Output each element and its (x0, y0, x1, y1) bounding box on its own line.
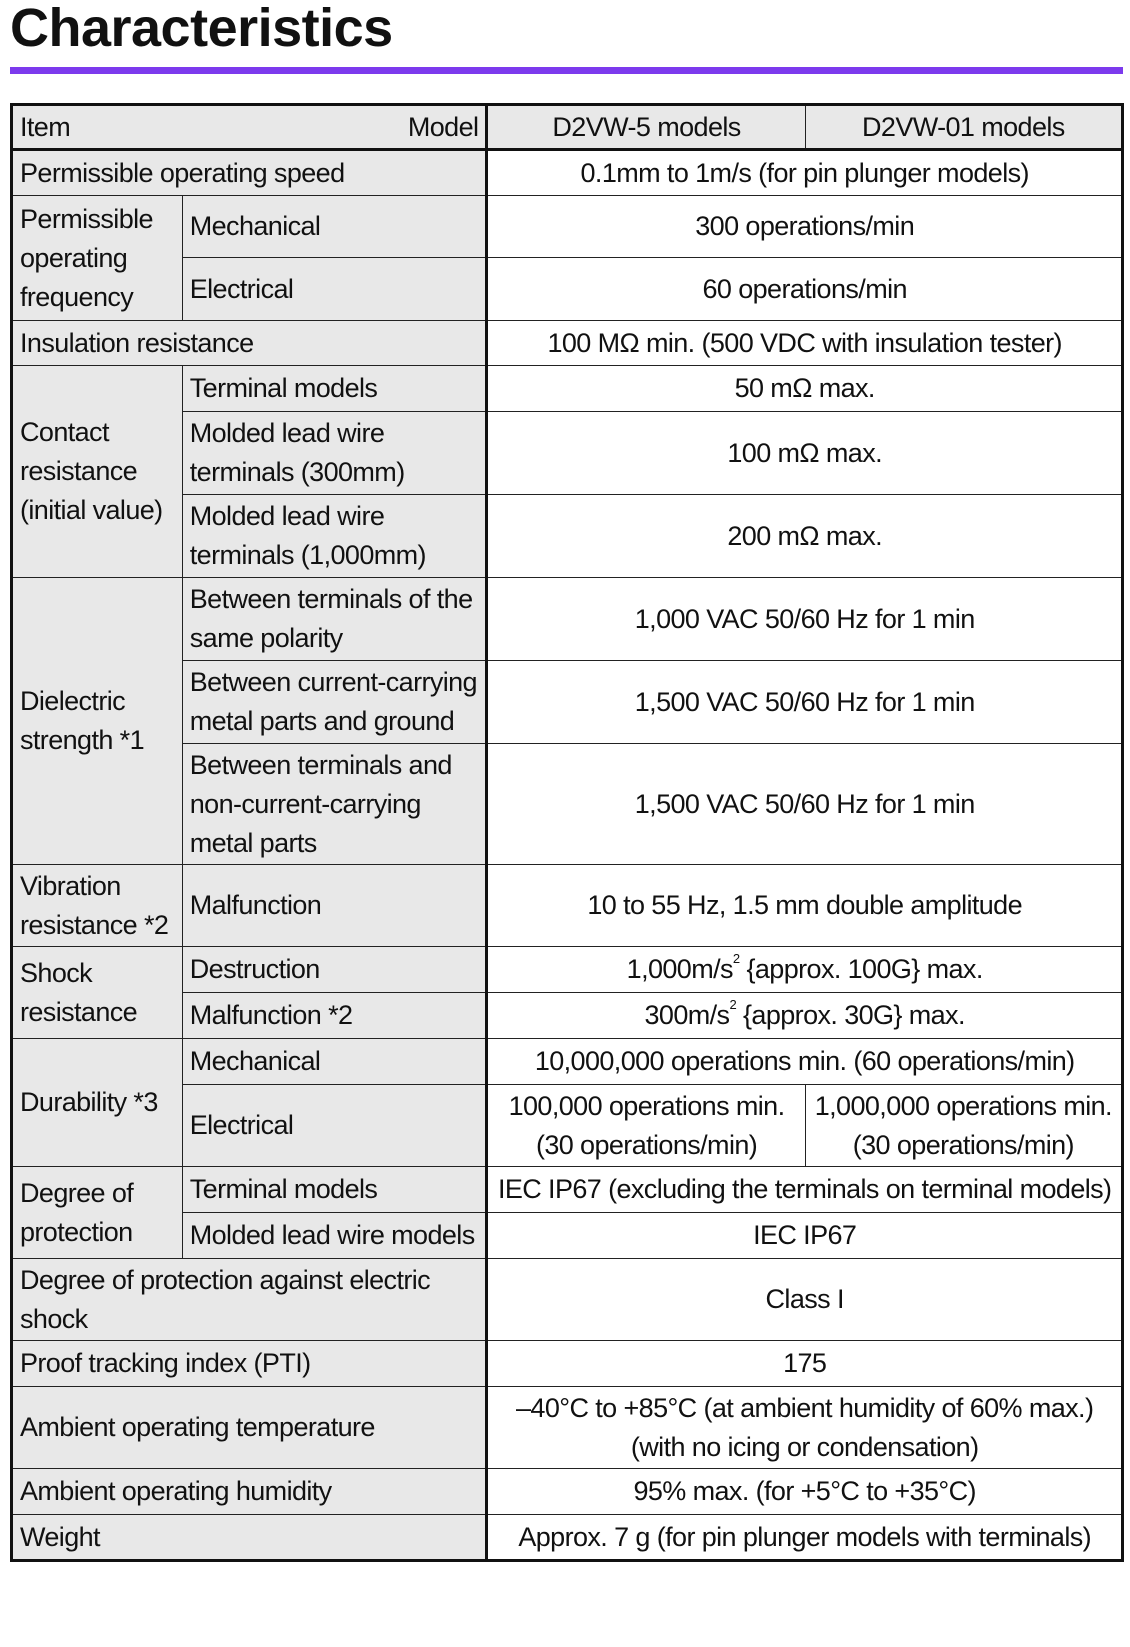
table-row (12, 947, 1123, 993)
row-value: 10,000,000 operations min. (60 operations/min) (487, 1039, 1123, 1085)
header-col-d2vw5: D2VW-5 models (487, 105, 805, 150)
header-model-label: Model (407, 111, 479, 142)
table-row (12, 1039, 1123, 1085)
row-value: 10 to 55 Hz, 1.5 mm double amplitude (487, 865, 1123, 947)
row-value: 300 operations/min (487, 196, 1123, 258)
table-row (12, 1341, 1123, 1387)
table-row (12, 366, 1123, 412)
table-row (12, 578, 1123, 661)
row-value: –40°C to +85°C (at ambient humidity of 60% max.) (with no icing or condensation) (487, 1387, 1123, 1469)
row-label: Contact resistance (initial value) (12, 366, 183, 578)
row-sublabel: Terminal models (182, 366, 487, 412)
row-value: 100 MΩ min. (500 VDC with insulation tester) (487, 321, 1123, 366)
row-sublabel: Molded lead wire terminals (1,000mm) (182, 495, 487, 578)
row-sublabel: Between current-carrying metal parts and ground (182, 661, 487, 744)
header-col-d2vw01: D2VW-01 models (805, 105, 1122, 150)
row-label: Degree of protection against electric shock (12, 1259, 487, 1341)
row-label: Ambient operating humidity (12, 1469, 487, 1515)
row-value: 95% max. (for +5°C to +35°C) (487, 1469, 1123, 1515)
row-sublabel: Mechanical (182, 196, 487, 258)
row-value: 100,000 operations min. (30 operations/min) (487, 1085, 805, 1167)
row-value: IEC IP67 (excluding the terminals on terminal models) (487, 1167, 1123, 1213)
row-sublabel: Molded lead wire models (182, 1213, 487, 1259)
row-value: 1,000 VAC 50/60 Hz for 1 min (487, 578, 1123, 661)
table-row (12, 321, 1123, 366)
row-sublabel: Terminal models (182, 1167, 487, 1213)
row-sublabel: Electrical (182, 1085, 487, 1167)
row-label: Permissible operating frequency (12, 196, 183, 321)
table-row (12, 865, 1123, 947)
row-value: Approx. 7 g (for pin plunger models with terminals) (487, 1515, 1123, 1561)
row-value: 100 mΩ max. (487, 412, 1123, 495)
row-label: Dielectric strength *1 (12, 578, 183, 865)
row-sublabel: Mechanical (182, 1039, 487, 1085)
row-label: Shock resistance (12, 947, 183, 1039)
table-row (12, 1469, 1123, 1515)
table-header-row (12, 105, 1123, 150)
table-row (12, 196, 1123, 258)
row-value: IEC IP67 (487, 1213, 1123, 1259)
page-title: Characteristics (10, 0, 393, 58)
row-label: Degree of protection (12, 1167, 183, 1259)
row-sublabel: Between terminals and non-current-carrying metal parts (182, 744, 487, 865)
row-label: Proof tracking index (PTI) (12, 1341, 487, 1387)
row-sublabel: Malfunction (182, 865, 487, 947)
row-value: $1,000m/s^2$ {approx. 100G} max. (487, 947, 1123, 993)
title-underline (10, 67, 1123, 74)
table-row (12, 1259, 1123, 1341)
row-label: Insulation resistance (12, 321, 487, 366)
row-value: Class I (487, 1259, 1123, 1341)
row-label: Vibration resistance *2 (12, 865, 183, 947)
header-item-model-cell (12, 105, 487, 150)
row-label: Durability *3 (12, 1039, 183, 1167)
row-value: 50 mΩ max. (487, 366, 1123, 412)
row-label: Weight (12, 1515, 487, 1561)
row-value: 1,500 VAC 50/60 Hz for 1 min (487, 744, 1123, 865)
table-row (12, 1167, 1123, 1213)
row-sublabel: Destruction (182, 947, 487, 993)
characteristics-table (10, 103, 1124, 1562)
row-value: 0.1mm to 1m/s (for pin plunger models) (487, 150, 1123, 196)
row-label: Permissible operating speed (12, 150, 487, 196)
row-value: 175 (487, 1341, 1123, 1387)
row-value: 1,500 VAC 50/60 Hz for 1 min (487, 661, 1123, 744)
row-sublabel: Malfunction *2 (182, 993, 487, 1039)
row-value: 60 operations/min (487, 258, 1123, 321)
row-sublabel: Electrical (182, 258, 487, 321)
row-sublabel: Molded lead wire terminals (300mm) (182, 412, 487, 495)
row-value: $300m/s^2$ {approx. 30G} max. (487, 993, 1123, 1039)
header-item-label: Item (20, 111, 71, 142)
row-sublabel: Between terminals of the same polarity (182, 578, 487, 661)
table-row (12, 1387, 1123, 1469)
row-value: 200 mΩ max. (487, 495, 1123, 578)
table-row (12, 1515, 1123, 1561)
row-label: Ambient operating temperature (12, 1387, 487, 1469)
table-row (12, 150, 1123, 196)
row-value: 1,000,000 operations min. (30 operations/min) (805, 1085, 1122, 1167)
